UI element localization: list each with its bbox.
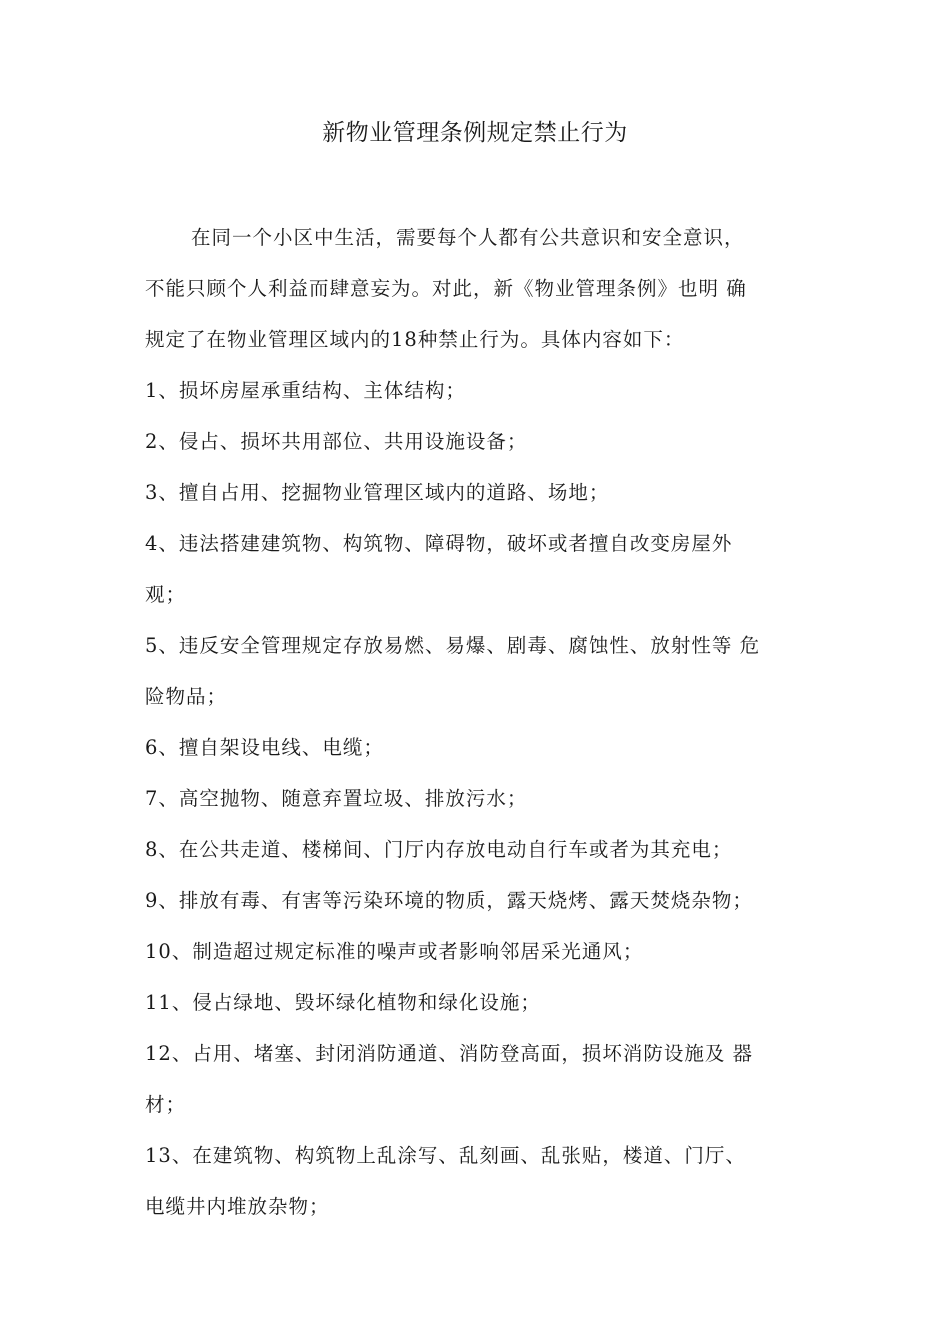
rule-item-line: 7、高空抛物、随意弃置垃圾、排放污水； [145,787,528,810]
rule-item-line: 4、违法搭建建筑物、构筑物、障碍物，破坏或者擅自改变房屋外 [145,532,733,555]
document-body [145,212,821,1232]
rule-item-line: 5、违反安全管理规定存放易燃、易爆、剧毒、腐蚀性、放射性等 危 [145,634,761,657]
rule-item-line: 2、侵占、损坏共用部位、共用设施设备； [145,430,528,453]
rule-item-line: 观； [145,583,187,606]
intro-paragraph-line: 规定了在物业管理区域内的18种禁止行为。具体内容如下： [145,328,685,351]
rule-item-line: 1、损坏房屋承重结构、主体结构； [145,379,466,402]
rule-item-line: 11、侵占绿地、毁坏绿化植物和绿化设施； [145,991,541,1014]
rule-item-line: 9、排放有毒、有害等污染环境的物质，露天烧烤、露天焚烧杂物； [145,889,753,912]
rule-item-line: 13、在建筑物、构筑物上乱涂写、乱刻画、乱张贴，楼道、门厅、 [145,1144,746,1167]
intro-paragraph-line: 不能只顾个人利益而肆意妄为。对此，新《物业管理条例》也明 确 [145,277,747,300]
rule-item-line: 材； [145,1093,187,1116]
rule-item-line: 8、在公共走道、楼梯间、门厅内存放电动自行车或者为其充电； [145,838,733,861]
rule-item-line: 3、擅自占用、挖掘物业管理区域内的道路、场地； [145,481,610,504]
rule-item-line: 险物品； [145,685,228,708]
rule-item-line: 10、制造超过规定标准的噪声或者影响邻居采光通风； [145,940,644,963]
document-title: 新物业管理条例规定禁止行为 [322,120,628,146]
intro-paragraph-line: 在同一个小区中生活，需要每个人都有公共意识和安全意识， [191,226,745,249]
rule-item-line: 12、占用、堵塞、封闭消防通道、消防登高面，损坏消防设施及 器 [145,1042,754,1065]
rule-item-line: 电缆井内堆放杂物； [145,1195,330,1218]
rule-item-line: 6、擅自架设电线、电缆； [145,736,384,759]
